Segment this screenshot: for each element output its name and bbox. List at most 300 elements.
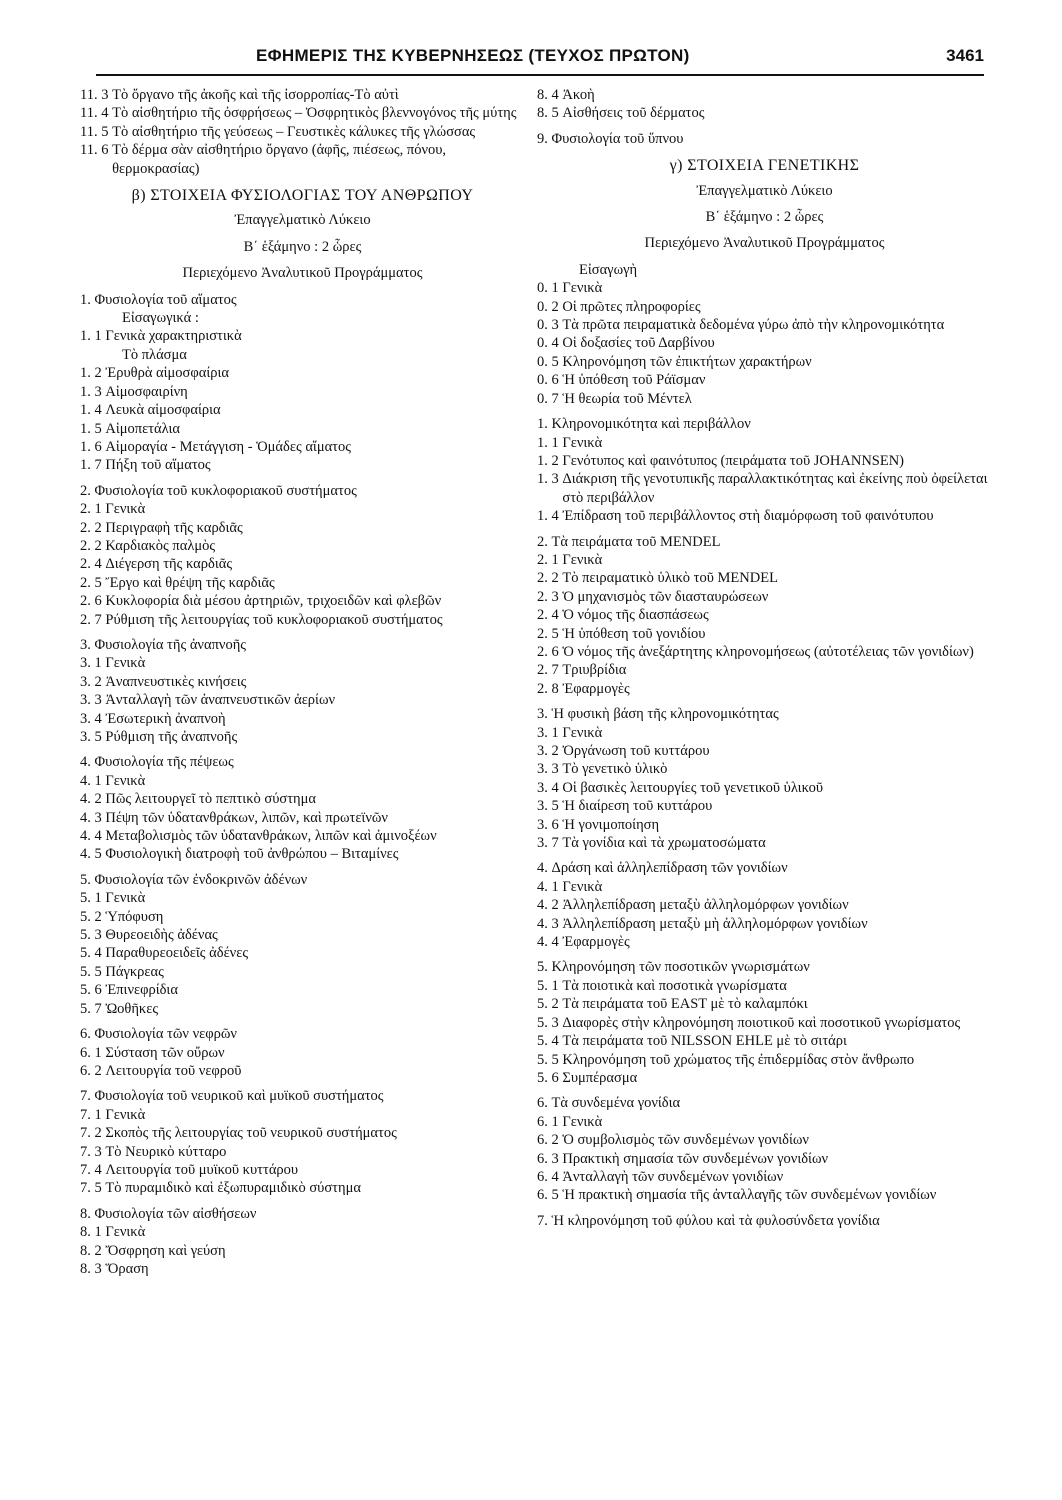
item-number: 4. 4 [537,934,563,951]
item-text: Γενικὰ χαρακτηριστικὰ [105,328,242,345]
item-number: 5. 1 [537,977,563,994]
item-text: Ἐσωτερικὴ ἀναπνοὴ [105,710,226,727]
item-number: 7. 4 [80,1161,106,1178]
item-number: 11. 6 [80,142,113,159]
item-number: 5. 4 [537,1033,563,1050]
item-number: 7. 5 [80,1180,106,1197]
item-text: Δράση καὶ ἀλληλεπίδραση τῶν γονιδίων [551,860,788,877]
outline-item [537,1131,992,1149]
outline-item [537,353,992,371]
item-text: Λευκὰ αἱμοσφαίρια [105,402,221,419]
outline-item [537,130,992,148]
item-number: 3. [80,636,95,653]
outline-item [537,834,992,852]
item-number: 1. 4 [80,402,106,419]
outline-item [80,827,525,845]
outline-item [80,574,525,592]
item-number: 6. 1 [80,1044,106,1061]
item-text: Τὸ γενετικὸ ὑλικὸ [562,761,668,778]
section-subtitle: Ἐπαγγελματικὸ Λύκειο [234,212,371,229]
item-number: 5. 4 [80,945,106,962]
outline-item [537,1014,992,1032]
outline-item [537,588,992,606]
outline-item [537,533,992,551]
outline-item [537,779,992,797]
item-text: Ρύθμιση τῆς ἀναπνοῆς [105,729,238,745]
item-text: Γενικὰ [562,878,603,895]
item-text: Ἀναπνευστικὲς κινήσεις [105,673,247,690]
outline-item [80,482,525,500]
item-text: Τὸ πειραματικὸ ὑλικὸ τοῦ MENDEL [562,570,778,587]
item-text: Διέγερση τῆς καρδιᾶς [105,556,233,573]
outline-item [537,958,992,976]
outline-item [80,611,525,629]
item-text: Τριυβρίδια [562,662,627,679]
item-number: 3. 6 [537,816,563,833]
item-number: 3. 4 [537,779,563,796]
outline-item [80,691,525,709]
item-text: Συμπέρασμα [562,1069,638,1086]
outline-item [80,908,525,926]
outline-item [80,889,525,907]
item-text: Κληρονόμηση τοῦ χρώματος τῆς ἐπιδερμίδας στὸν ἄνθρωπο [562,1051,915,1068]
outline-item [80,1260,525,1278]
outline-item [537,434,992,452]
item-text: Πρακτικὴ σημασία τῶν συνδεμένων γονιδίων [562,1150,829,1167]
outline-item [537,507,992,525]
outline-item [80,772,525,790]
item-number: 8. 1 [80,1224,106,1241]
item-number: 0. 1 [537,280,563,297]
item-number: 2. 7 [537,662,563,679]
item-number: 3. 3 [80,692,106,709]
item-text: Ὑπόφυση [105,908,164,925]
item-text: Τὸ πυραμιδικὸ καὶ ἐξωπυραμιδικὸ σύστημα [105,1180,361,1197]
outline-item [537,760,992,778]
item-text: Τὰ πειράματα τοῦ NILSSON EHLE μὲ τὸ σιτάρι [562,1033,847,1050]
item-text: Ὁ νόμος τῆς ἀνεξάρτητης κληρονομήσεως (αὐτοτέλειας τῶν γονιδίων) [562,643,974,660]
outline-item [80,1143,525,1161]
outline-item [80,401,525,419]
item-number: 4. 2 [537,897,563,914]
outline-item [80,438,525,456]
item-text: Γενότυπος καὶ φαινότυπος (πειράματα τοῦ JOHANNSEN) [562,452,905,469]
item-text: Γενικὰ [105,772,146,789]
outline-item [537,1212,992,1230]
item-text: Γενικὰ [562,551,603,568]
item-number: 6. 5 [537,1187,563,1204]
item-number: 3. 5 [80,729,106,745]
item-text: Παραθυρεοειδεῖς ἀδένες [105,945,249,962]
item-number: 1. 1 [537,434,563,451]
item-text: Λειτουργία τοῦ μυϊκοῦ κυττάρου [105,1161,299,1178]
outline-item [80,963,525,981]
outline-item [80,809,525,827]
outline-item [537,390,992,408]
item-number: 5. 2 [537,996,563,1013]
item-text: Λειτουργία τοῦ νεφροῦ [105,1062,242,1079]
outline-item [537,1094,992,1112]
item-number: 4. 3 [537,915,563,932]
item-text: Μεταβολισμὸς τῶν ὑδατανθράκων, λιπῶν καὶ ἀμινοξέων [105,828,437,845]
outline-item [80,944,525,962]
item-text: Τὰ γονίδια καὶ τὰ χρωματοσώματα [562,835,766,852]
outline-item [80,291,525,309]
outline-item [537,878,992,896]
section-subtitle: Β΄ ἑξάμηνο : 2 ὧρες [243,238,362,255]
outline-item [80,1106,525,1124]
item-text: Ὅραση [105,1260,149,1277]
outline-item [537,643,992,661]
item-number: 2. 2 [537,570,563,587]
item-text: Αἱμοπετάλια [105,420,180,437]
item-number: 6. 2 [80,1062,106,1079]
outline-item [537,371,992,389]
item-text: Ὁ νόμος τῆς διασπάσεως [562,607,709,624]
item-text: Τὸ ὄργανο τῆς ἀκοῆς καὶ τῆς ἰσορροπίας-Τὸ αὐτὶ [112,87,399,103]
outline-item [537,896,992,914]
outline-item [537,680,992,698]
item-text: Γενικὰ [105,1224,146,1241]
item-number: 7. 1 [80,1106,106,1123]
item-text: Ἀνταλλαγὴ τῶν ἀναπνευστικῶν ἀερίων [105,692,336,709]
item-number: 4. 1 [537,878,563,895]
outline-item [80,1025,525,1043]
item-number: 8. 5 [537,105,563,122]
item-text: Κληρονόμηση τῶν ἐπικτήτων χαρακτήρων [562,353,812,370]
outline-item [80,981,525,999]
item-text: Ἐπίδραση τοῦ περιβάλλοντος στὴ διαμόρφωση τοῦ φαινότυπου [562,508,934,525]
outline-item [80,1062,525,1080]
section-heading: γ) ΣΤΟΙΧΕΙΑ ΓΕΝΕΤΙΚΗΣ [669,157,860,175]
item-text: Γενικὰ [105,1106,146,1123]
outline-item [537,551,992,569]
item-text: Ὠοθῆκες [105,1000,159,1017]
item-number: 6. [80,1026,95,1043]
item-number: 2. 4 [537,607,563,624]
item-text: Σκοπὸς τῆς λειτουργίας τοῦ νευρικοῦ συστήματος [105,1125,397,1142]
item-number: 3. 1 [537,724,563,741]
item-number: 3. 1 [80,655,106,672]
item-text: Αἱμοραγία - Μετάγγιση - Ὁμάδες αἵματος [105,438,352,455]
item-text: Διάκριση τῆς γενοτυπικῆς παραλλακτικότητας καὶ ἐκείνης ποὺ ὀφείλεται στὸ περιβάλλον [562,471,988,506]
item-text: Τὰ ποιοτικὰ καὶ ποσοτικὰ γνωρίσματα [562,977,787,994]
item-number: 1. 7 [80,457,106,474]
outline-item [80,537,525,555]
outline-item [80,926,525,944]
item-number: 5. 2 [80,908,106,925]
outline-item [80,555,525,573]
outline-item [537,816,992,834]
outline-item [537,1150,992,1168]
left-column [80,86,525,1278]
outline-item [80,141,525,178]
item-text: Γενικὰ [562,724,603,741]
item-text: Διαφορὲς στὴν κληρονόμηση ποιοτικοῦ καὶ ποσοτικοῦ γνωρίσματος [562,1014,961,1031]
item-text: Κληρονόμηση τῶν ποσοτικῶν γνωρισμάτων [551,959,810,976]
item-text: Κληρονομικότητα καὶ περιβάλλον [551,416,751,433]
item-text: Φυσιολογία τοῦ αἵματος [94,291,237,308]
item-number: 5. 5 [80,963,106,980]
subheading-text: Τὸ πλάσμα [122,346,187,363]
item-number: 1. 2 [80,365,106,382]
item-number: 6. 3 [537,1150,563,1167]
outline-item [80,1179,525,1197]
item-number: 0. 3 [537,317,563,334]
item-number: 2. 1 [80,501,106,518]
item-text: Ἡ θεωρία τοῦ Μέντελ [562,390,692,407]
item-number: 11. 5 [80,123,113,140]
item-text: Ἀλληλεπίδραση μεταξὺ ἀλληλομόρφων γονιδίων [562,897,849,914]
item-text: Φυσιολογία τῆς πέψεως [94,754,234,771]
item-number: 8. 4 [537,87,563,103]
item-text: Ἐρυθρὰ αἱμοσφαίρια [105,365,229,382]
item-number: 4. 4 [80,828,106,845]
item-text: Ἡ γονιμοποίηση [562,816,660,833]
item-text: Οἱ δοξασίες τοῦ Δαρβίνου [562,335,715,352]
item-text: Φυσιολογία τῶν νεφρῶν [94,1026,237,1043]
item-number: 4. 2 [80,791,106,808]
outline-item [80,1223,525,1241]
item-text: Ἡ ὑπόθεση τοῦ Ράϊσμαν [562,372,706,389]
item-text: Φυσιολογία τοῦ κυκλοφοριακοῦ συστήματος [94,482,357,499]
outline-item [537,661,992,679]
subheading-text: Εἰσαγωγὴ [579,261,638,278]
outline-item [80,845,525,863]
outline-item [537,742,992,760]
item-text: Πέψη τῶν ὑδατανθράκων, λιπῶν, καὶ πρωτεϊνῶν [105,809,388,826]
item-number: 1. 6 [80,438,106,455]
item-text: Ἀνταλλαγὴ τῶν συνδεμένων γονιδίων [562,1168,784,1185]
item-number: 2. 3 [537,588,563,605]
item-text: Πήξη τοῦ αἵματος [105,457,211,474]
item-number: 4. [80,754,95,771]
item-number: 1. 3 [537,471,563,488]
item-number: 6. [537,1095,552,1112]
item-text: Τὸ αἰσθητήριο τῆς ὀσφρήσεως – Ὀσφρητικὸς βλεννογόνος τῆς μύτης [112,105,517,122]
item-text: Τὰ πειράματα τοῦ EAST μὲ τὸ καλαμπόκι [562,996,808,1013]
item-text: Φυσιολογικὴ διατροφὴ τοῦ ἀνθρώπου – Βιταμίνες [105,846,399,863]
item-text: Κυκλοφορία διὰ μέσου ἀρτηριῶν, τριχοειδῶν καὶ φλεβῶν [105,593,442,610]
outline-item [537,933,992,951]
item-number: 6. 4 [537,1168,563,1185]
item-number: 4. 5 [80,846,106,863]
item-text: Γενικὰ [105,501,146,518]
subheading-text: Εἰσαγωγικά : [122,310,199,327]
item-text: Ἔργο καὶ θρέψη τῆς καρδιᾶς [105,574,275,591]
outline-item [80,753,525,771]
outline-item [537,1168,992,1186]
item-text: Φυσιολογία τοῦ νευρικοῦ καὶ μυϊκοῦ συστήματος [94,1088,384,1105]
outline-item [537,470,992,507]
item-number: 5. 5 [537,1051,563,1068]
item-text: Ἀλληλεπίδραση μεταξὺ μὴ ἀλληλομόρφων γονιδίων [562,915,868,932]
item-number: 1. 3 [80,383,106,400]
item-number: 6. 2 [537,1132,563,1149]
item-text: Γενικὰ [105,655,146,672]
outline-item [537,977,992,995]
item-number: 4. 1 [80,772,106,789]
item-number: 5. [80,871,95,888]
item-number: 3. 7 [537,835,563,852]
outline-item [80,1161,525,1179]
outline-item [80,104,525,122]
item-number: 2. 1 [537,551,563,568]
item-number: 5. 6 [537,1069,563,1086]
outline-item [537,86,992,104]
outline-item [80,364,525,382]
item-number: 7. [80,1088,95,1105]
item-text: Φυσιολογία τοῦ ὕπνου [551,130,684,147]
item-number: 11. 4 [80,105,113,122]
outline-item [537,316,992,334]
item-text: Σύσταση τῶν οὔρων [105,1044,225,1061]
outline-item [537,915,992,933]
item-number: 5. 6 [80,982,106,999]
item-text: Τὸ δέρμα σὰν αἰσθητήριο ὄργανο (ἀφῆς, πιέσεως, πόνου, θερμοκρασίας) [112,142,447,177]
item-text: Γενικὰ [562,1113,603,1130]
item-text: Θυρεοειδὴς ἀδένας [105,927,218,944]
item-number: 2. 6 [537,643,563,660]
outline-item [537,334,992,352]
item-text: Ἐφαρμογὲς [562,934,630,951]
outline-item [80,654,525,672]
item-number: 5. 1 [80,890,106,907]
outline-item [537,298,992,316]
section-subtitle: Ἐπαγγελματικὸ Λύκειο [696,182,833,199]
outline-item [80,790,525,808]
item-number: 8. 2 [80,1242,106,1259]
item-number: 0. 6 [537,372,563,389]
item-number: 2. 2 [80,519,106,536]
item-text: Ἐπινεφρίδια [105,982,178,999]
item-number: 7. 3 [80,1143,106,1160]
item-text: Ὄσφρηση καὶ γεύση [105,1242,226,1259]
item-text: Ἡ φυσικὴ βάση τῆς κληρονομικότητας [551,706,779,723]
outline-item [537,569,992,587]
item-number: 3. 2 [537,743,563,759]
page-number: 3461 [946,46,984,65]
outline-item [80,327,525,345]
outline-item [537,859,992,877]
item-text: Γενικὰ [562,280,603,297]
outline-item [537,1069,992,1087]
item-number: 1. [537,416,552,433]
item-number: 1. 4 [537,508,563,525]
outline-item [537,452,992,470]
item-text: Οἱ πρῶτες πληροφορίες [562,298,701,315]
outline-item [537,1051,992,1069]
outline-item [80,728,525,746]
outline-item [80,86,525,104]
item-text: Πῶς λειτουργεῖ τὸ πεπτικὸ σύστημα [105,791,316,808]
item-text: Τὸ Νευρικὸ κύτταρο [105,1143,227,1160]
item-number: 7. [537,1212,552,1229]
item-number: 11. 3 [80,87,113,103]
outline-item [80,1124,525,1142]
item-number: 4. [537,860,552,877]
outline-item [537,724,992,742]
outline-item [537,104,992,122]
outline-item [80,673,525,691]
item-number: 3. 4 [80,710,106,727]
item-text: Ὁ συμβολισμὸς τῶν συνδεμένων γονιδίων [562,1132,809,1149]
outline-item [80,383,525,401]
item-text: Αἱμοσφαιρίνη [105,383,188,400]
item-text: Γενικὰ [105,890,146,907]
item-number: 2. 7 [80,611,106,628]
item-number: 0. 5 [537,353,563,370]
item-text: Ὀργάνωση τοῦ κυττάρου [562,743,710,759]
item-number: 2. 5 [537,625,563,642]
item-number: 3. 3 [537,761,563,778]
item-text: Φυσιολογία τῶν ἐνδοκρινῶν ἀδένων [94,871,308,888]
page-header [96,44,984,76]
item-text: Τὰ συνδεμένα γονίδια [551,1095,681,1112]
item-number: 8. [80,1205,95,1222]
item-number: 3. [537,706,552,723]
item-number: 2. 2 [80,537,106,554]
item-text: Πάγκρεας [105,963,164,980]
outline-item [80,123,525,141]
outline-item [537,1032,992,1050]
item-number: 5. 7 [80,1000,106,1017]
outline-item [80,1242,525,1260]
outline-item [80,871,525,889]
outline-item [80,456,525,474]
item-text: Ἐφαρμογὲς [562,680,630,697]
item-number: 2. 6 [80,593,106,610]
item-text: Ἡ κληρονόμηση τοῦ φύλου καὶ τὰ φυλοσύνδετα γονίδια [551,1212,880,1229]
outline-item [80,420,525,438]
item-number: 2. 4 [80,556,106,573]
section-subtitle: Περιεχόμενο Ἀναλυτικοῦ Προγράμματος [182,265,423,282]
item-number: 3. 5 [537,798,563,815]
item-number: 8. 3 [80,1260,106,1277]
item-text: Ὁ μηχανισμὸς τῶν διασταυρώσεων [562,588,769,605]
item-number: 2. [537,533,552,550]
outline-item [80,1000,525,1018]
item-text: Ἡ ὑπόθεση τοῦ γονιδίου [562,625,706,642]
item-text: Γενικὰ [562,434,603,451]
item-number: 4. 3 [80,809,106,826]
item-number: 3. 2 [80,673,106,690]
outline-item [80,519,525,537]
item-number: 2. [80,482,95,499]
item-number: 0. 4 [537,335,563,352]
item-number: 1. [80,291,95,308]
outline-item [80,500,525,518]
item-number: 1. 2 [537,452,563,469]
item-number: 0. 7 [537,390,563,407]
item-number: 5. 3 [537,1014,563,1031]
item-text: Τὰ πειράματα τοῦ MENDEL [551,533,721,550]
outline-item [80,636,525,654]
outline-item [537,995,992,1013]
outline-item [80,1205,525,1223]
item-text: Φυσιολογία τῶν αἰσθήσεων [94,1205,257,1222]
item-text: Τὰ πρῶτα πειραματικὰ δεδομένα γύρω ἀπὸ τὴν κληρονομικότητα [562,317,945,334]
section-subtitle: Περιεχόμενο Ἀναλυτικοῦ Προγράμματος [644,235,885,252]
item-number: 6. 1 [537,1113,563,1130]
item-number: 1. 1 [80,328,106,345]
item-number: 5. [537,959,552,976]
item-text: Φυσιολογία τῆς ἀναπνοῆς [94,636,247,653]
outline-item [537,797,992,815]
outline-item [537,415,992,433]
item-number: 2. 5 [80,574,106,591]
outline-item [537,705,992,723]
